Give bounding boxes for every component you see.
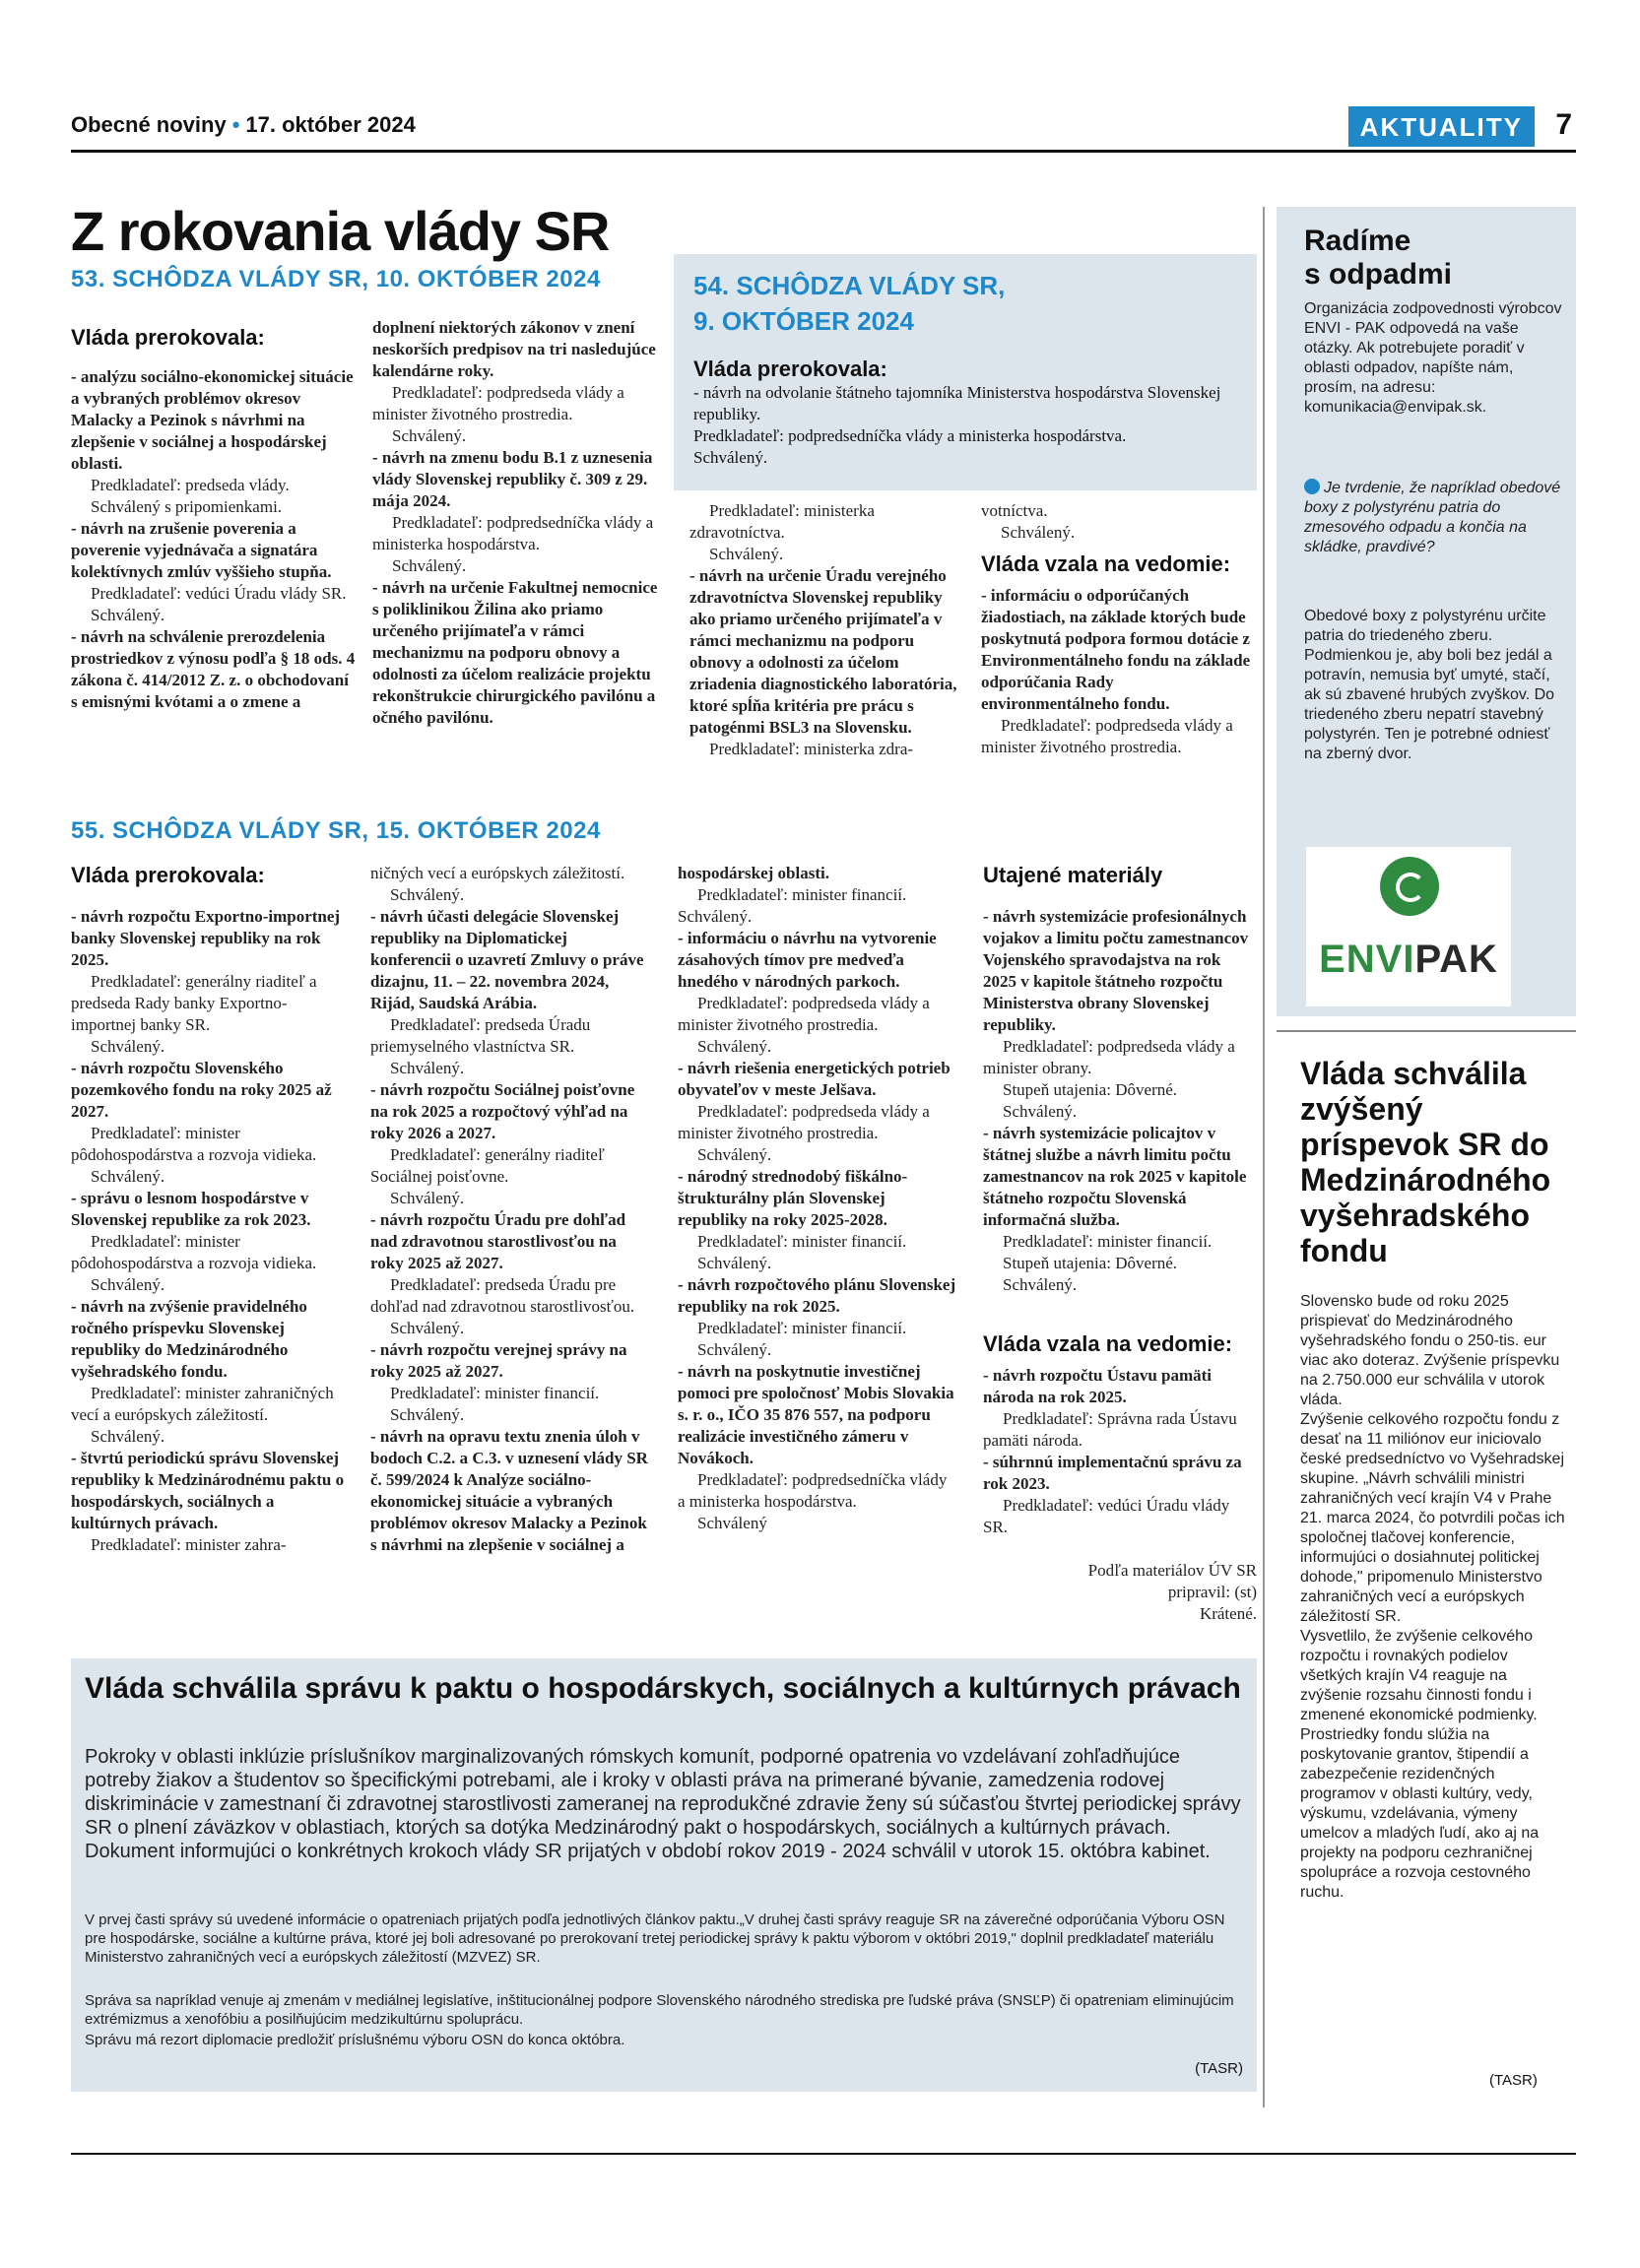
- v4-paragraph: Vysvetlilo, že zvýšenie celkového rozpočtu i rovnakých podielov všetkých krajín V4 reaguje na zvýšenie rozsahu činnosti fondu i zmenené ekonomické podmienky.: [1300, 1628, 1538, 1723]
- pact-report-box: [71, 1658, 1257, 2092]
- section-53-col1: [71, 366, 357, 713]
- item-paragraph: Schválený.: [91, 1037, 165, 1056]
- section-53-col2: [372, 317, 658, 729]
- section-54-title-line1: 54. SCHÔDZA VLÁDY SR,: [693, 271, 1006, 300]
- item-paragraph: - návrh rozpočtu Exportno-importnej banky Slovenskej republiky na rok 2025.: [71, 907, 341, 969]
- page-headline: Z rokovania vlády SR: [71, 200, 610, 262]
- item-paragraph: - návrh rozpočtu Ústavu pamäti národa na rok 2025.: [983, 1366, 1213, 1406]
- source-note: [983, 1560, 1257, 1625]
- item-paragraph: Predkladateľ: minister zahraničných vecí a európskych záležitostí.: [71, 1384, 334, 1424]
- item-paragraph: doplnení niektorých zákonov v znení neskorších predpisov na tri nasledujúce kalendárne roky.: [372, 318, 656, 380]
- item-paragraph: - návrh rozpočtu Sociálnej poisťovne na rok 2025 a rozpočtový výhľad na roky 2026 a 2027.: [370, 1080, 635, 1142]
- item-paragraph: Schválený.: [91, 1427, 165, 1446]
- item-paragraph: Predkladateľ: generálny riaditeľ a predseda Rady banky Exportno-importnej banky SR.: [71, 972, 317, 1034]
- section-53-title: 53. SCHÔDZA VLÁDY SR, 10. OKTÓBER 2024: [71, 266, 601, 292]
- section-55-subhead: Vláda prerokovala:: [71, 863, 265, 887]
- item-paragraph: Schválený.: [693, 448, 768, 467]
- item-paragraph: Predkladateľ: Správna rada Ústavu pamäti národa.: [983, 1409, 1237, 1450]
- author-line: pripravil: (st): [1167, 1583, 1257, 1601]
- item-paragraph: Schválený.: [678, 907, 753, 926]
- item-paragraph: - štvrtú periodickú správu Slovenskej republiky k Medzinárodnému paktu o hospodárskych, sociálnych a kultúrnych právach.: [71, 1449, 345, 1532]
- logo-pak: PAK: [1414, 938, 1498, 981]
- sidebar-rule: [1277, 1030, 1576, 1032]
- item-paragraph: Predkladateľ: podpredseda vlády a minister životného prostredia.: [678, 1102, 930, 1142]
- rubric-label: AKTUALITY: [1348, 106, 1535, 147]
- item-paragraph: Predkladateľ: minister financií.: [697, 885, 907, 904]
- item-paragraph: Predkladateľ: vedúci Úradu vlády SR.: [91, 584, 347, 603]
- item-paragraph: Schválený.: [392, 556, 467, 575]
- section-55-col1: [71, 906, 351, 1556]
- item-paragraph: Schválený.: [91, 1167, 165, 1186]
- item-paragraph: - návrh na zrušenie poverenia a poverenie vyjednávača a signatára kolektívnych zmlúv vyššieho stupňa.: [71, 519, 332, 581]
- item-paragraph: - informáciu o odporúčaných žiadostiach, na základe ktorých bude poskytnutá podpora formou dotácie z Environmentálneho fondu na základe odporúčania Rady environmentálneho fondu.: [981, 586, 1251, 713]
- v4-article-source: (TASR): [1489, 2072, 1538, 2089]
- item-paragraph: - súhrnnú implementačnú správu za rok 2023.: [983, 1453, 1242, 1493]
- item-paragraph: - návrh na zmenu bodu B.1 z uznesenia vlády Slovenskej republiky č. 309 z 29. mája 2024.: [372, 448, 653, 510]
- item-paragraph: - analýzu sociálno-ekonomickej situácie a vybraných problémov okresov Malacky a Pezinok s návrhmi na zlepšenie v sociálnej a hospodárskej oblasti.: [71, 367, 354, 473]
- item-paragraph: Schválený.: [1003, 1102, 1078, 1121]
- pact-report-title: Vláda schválila správu k paktu o hospodárskych, sociálnych a kultúrnych právach: [85, 1672, 1241, 1705]
- item-paragraph: - návrh rozpočtu Úradu pre dohľad nad zdravotnou starostlivosťou na roky 2025 až 2027.: [370, 1210, 626, 1272]
- v4-paragraph: Prostriedky fondu slúžia na poskytovanie grantov, štipendií a zabezpečenie rezidenčných programov v oblasti kultúry, vedy, výskumu, vzdelávania, výmeny umelcov a mladých ľudí, ako aj na projekty na podporu cezhraničnej spolupráce a rozvoja cestovného ruchu.: [1300, 1726, 1540, 1901]
- item-paragraph: votníctva.: [981, 501, 1048, 520]
- section-54-box: [674, 254, 1257, 490]
- advice-title-line2: s odpadmi: [1304, 258, 1453, 291]
- section-55-col4: [983, 906, 1257, 1296]
- item-paragraph: - národný strednodobý fiškálno-štrukturálny plán Slovenskej republiky na roky 2025-2028.: [678, 1167, 908, 1229]
- item-paragraph: Schválený.: [697, 1037, 772, 1056]
- paper-name: Obecné noviny: [71, 112, 227, 137]
- item-paragraph: Schválený s pripomienkami.: [91, 497, 283, 516]
- item-paragraph: Predkladateľ: podpredseda vlády a minister obrany.: [983, 1037, 1235, 1077]
- item-paragraph: hospodárskej oblasti.: [678, 864, 829, 882]
- pact-report-source: (TASR): [1195, 2060, 1243, 2077]
- item-paragraph: - návrh na odvolanie štátneho tajomníka Ministerstva hospodárstva Slovenskej republiky.: [693, 383, 1221, 423]
- pact-report-paragraph: Správu má rezort diplomacie predložiť príslušnému výboru OSN do konca októbra.: [85, 2032, 625, 2048]
- advice-question-text: Je tvrdenie, že napríklad obedové boxy z polystyrénu patria do zmesového odpadu a končia na skládke, pravdivé?: [1304, 480, 1561, 555]
- item-paragraph: Predkladateľ: podpredseda vlády a minister životného prostredia.: [372, 383, 624, 423]
- section-54-col1: [689, 500, 959, 760]
- advice-title: [1304, 225, 1452, 292]
- masthead: [71, 112, 416, 138]
- page-header: [71, 106, 1576, 150]
- recycle-icon: [1380, 857, 1439, 916]
- item-paragraph: Predkladateľ: podpredseda vlády a minister životného prostredia.: [678, 994, 930, 1034]
- item-paragraph: Predkladateľ: minister zahra-: [91, 1535, 287, 1554]
- item-paragraph: - návrh na poskytnutie investičnej pomoci pre spoločnosť Mobis Slovakia s. r. o., IČO 35 876 557, na podporu realizácie investičného zámeru v Novákoch.: [678, 1362, 954, 1467]
- item-paragraph: Schválený: [697, 1514, 767, 1532]
- item-paragraph: Schválený.: [697, 1145, 772, 1164]
- item-paragraph: Predkladateľ: ministerka zdra-: [709, 740, 914, 758]
- item-paragraph: Predkladateľ: predseda Úradu priemyselného vlastníctva SR.: [370, 1015, 591, 1056]
- item-paragraph: Stupeň utajenia: Dôverné.: [1003, 1080, 1178, 1099]
- section-55-col2: [370, 863, 650, 1556]
- item-paragraph: - návrh na schválenie prerozdelenia prostriedkov z výnosu podľa § 18 ods. 4 zákona č. 414/2012 Z. z. o obchodovaní s emisnými kvótami a o zmene a: [71, 627, 356, 711]
- section-54-col2: [981, 500, 1255, 544]
- pact-report-paragraph: V prvej časti správy sú uvedené informácie o opatreniach prijatých podľa jednotlivých článkov paktu.„V druhej časti správy reaguje SR na záverečné odporúčania Výboru OSN pre hospodárske, sociálne a kultúrne práva, ktoré jej boli adresované po prerokovaní tretej periodickej správy k paktu výborom v októbri 2019," doplnil predkladateľ materiálu Ministerstvo zahraničných vecí a európskych záležitostí (MZVEZ) SR.: [85, 1912, 1225, 1966]
- item-paragraph: Schválený.: [1001, 523, 1076, 542]
- item-paragraph: Schválený.: [697, 1254, 772, 1272]
- logo-env: ENVI: [1319, 938, 1415, 981]
- item-paragraph: ničných vecí a európskych záležitostí.: [370, 864, 625, 882]
- advice-box: [1277, 207, 1576, 1016]
- section-55-secret-subhead: Utajené materiály: [983, 863, 1163, 887]
- abridged-line: Krátené.: [1199, 1604, 1257, 1623]
- v4-article-title: Vláda schválila zvýšený príspevok SR do Medzinárodného vyšehradského fondu: [1300, 1056, 1551, 1268]
- item-paragraph: Schválený.: [390, 885, 465, 904]
- pact-report-lead: Pokroky v oblasti inklúzie príslušníkov marginalizovaných rómskych komunít, podporné opatrenia vo vzdelávaní zohľadňujúce potreby žiakov a študentov so špecifickými potrebami, ale i kroky v oblasti práva na primerané bývanie, zamedzenia rodovej diskriminácie v zamestnaní či zdravotnej starostlivosti zameranej na reprodukčné zdravie ženy sú súčasťou štvrtej periodickej správy SR o plnení záväzkov v oblastiach, ktorých sa dotýka Medzinárodný pakt o hospodárskych, sociálnych a kultúrnych právach. Dokument informujúci o konkrétnych krokoch vlády SR prijatých v období rokov 2019 - 2024 schválil v utorok 15. októbra kabinet.: [85, 1746, 1241, 1862]
- item-paragraph: - návrh systemizácie profesionálnych vojakov a limitu počtu zamestnancov Vojenského spravodajstva na rok 2025 v kapitole štátneho rozpočtu Ministerstva obrany Slovenskej republiky.: [983, 907, 1249, 1034]
- item-paragraph: Schválený.: [1003, 1275, 1078, 1294]
- section-54-col2b: [981, 585, 1255, 758]
- item-paragraph: Predkladateľ: podpredseda vlády a minister životného prostredia.: [981, 716, 1233, 756]
- item-paragraph: Schválený.: [709, 545, 784, 563]
- footer-rule: [71, 2153, 1576, 2155]
- section-54-title: [693, 268, 1005, 339]
- item-paragraph: - návrh systemizácie policajtov v štátnej službe a návrh limitu počtu zamestnancov na rok 2025 v kapitole štátneho rozpočtu Slovenská informačná služba.: [983, 1124, 1247, 1229]
- item-paragraph: - návrh rozpočtu Slovenského pozemkového fondu na roky 2025 až 2027.: [71, 1059, 332, 1121]
- item-paragraph: Schválený.: [697, 1340, 772, 1359]
- item-paragraph: Schválený.: [91, 1275, 165, 1294]
- item-paragraph: - návrh rozpočtového plánu Slovenskej republiky na rok 2025.: [678, 1275, 956, 1316]
- item-paragraph: Schválený.: [390, 1189, 465, 1207]
- sidebar-divider: [1263, 207, 1265, 2107]
- section-54-title-line2: 9. OKTÓBER 2024: [693, 306, 914, 336]
- bullet-icon: [1304, 479, 1320, 494]
- source-line: Podľa materiálov ÚV SR: [1087, 1561, 1257, 1580]
- item-paragraph: - správu o lesnom hospodárstve v Slovenskej republike za rok 2023.: [71, 1189, 311, 1229]
- item-paragraph: - informáciu o návrhu na vytvorenie zásahových tímov pre medveďa hnedého v národných parkoch.: [678, 929, 937, 991]
- item-paragraph: Predkladateľ: predseda vlády.: [91, 476, 290, 494]
- section-54-subhead2: Vláda vzala na vedomie:: [981, 551, 1231, 576]
- advice-intro: Organizácia zodpovednosti výrobcov ENVI - PAK odpovedá na vaše otázky. Ak potrebujete poradiť v oblasti odpadov, napíšte nám, prosím, na adresu: komunikacia@envipak.sk.: [1304, 300, 1562, 416]
- v4-paragraph: Zvýšenie celkového rozpočtu fondu z desať na 11 miliónov eur iniciovalo české predsedníctvo vo Vyšehradskej skupine. „Návrh schválili ministri zahraničných vecí krajín V4 v Prahe 21. marca 2024, čo potvrdili počas ich spoločnej tlačovej konferencie, informujúci o dosiahnutej politickej dohode," pripomenulo Ministerstvo zahraničných vecí a európskych záležitostí SR.: [1300, 1411, 1565, 1625]
- item-paragraph: Schválený.: [390, 1059, 465, 1077]
- issue-date: 17. október 2024: [245, 112, 416, 137]
- item-paragraph: Predkladateľ: ministerka zdravotníctva.: [689, 501, 875, 542]
- section-55-noted-subhead: Vláda vzala na vedomie:: [983, 1331, 1233, 1356]
- item-paragraph: Predkladateľ: minister financií.: [697, 1232, 907, 1251]
- envipak-logo: [1306, 847, 1511, 1006]
- item-paragraph: Predkladateľ: minister pôdohospodárstva a rozvoja vidieka.: [71, 1232, 317, 1272]
- section-53-subhead: Vláda prerokovala:: [71, 325, 265, 350]
- section-55-title: 55. SCHÔDZA VLÁDY SR, 15. OKTÓBER 2024: [71, 817, 601, 844]
- v4-paragraph: Slovensko bude od roku 2025 prispievať do Medzinárodného vyšehradského fondu o 250-tis. eur viac ako doteraz. Zvýšenie príspevku na 2.750.000 eur schválila v utorok vláda.: [1300, 1293, 1560, 1408]
- logo-wordmark: [1306, 938, 1511, 982]
- item-paragraph: Schválený.: [390, 1319, 465, 1337]
- item-paragraph: Schválený.: [390, 1405, 465, 1424]
- item-paragraph: - návrh na určenie Fakultnej nemocnice s poliklinikou Žilina ako priamo určeného prijímateľa v rámci mechanizmu na podporu obnovy a odolnosti za účelom realizácie projektu rekonštrukcie chirurgického pavilónu a očného pavilónu.: [372, 578, 658, 727]
- v4-article-text: [1300, 1292, 1566, 1903]
- item-paragraph: Predkladateľ: generálny riaditeľ Sociálnej poisťovne.: [370, 1145, 605, 1186]
- section-54-box-text: [693, 382, 1245, 469]
- header-rule: [71, 150, 1576, 153]
- page-number: 7: [1555, 108, 1572, 141]
- separator-dot: •: [231, 112, 240, 137]
- item-paragraph: - návrh rozpočtu verejnej správy na roky 2025 až 2027.: [370, 1340, 627, 1381]
- item-paragraph: Predkladateľ: podpredsedníčka vlády a ministerka hospodárstva.: [372, 513, 654, 553]
- section-55-col4b: [983, 1365, 1257, 1538]
- item-paragraph: Schválený.: [91, 606, 165, 624]
- advice-title-line1: Radíme: [1304, 225, 1411, 257]
- item-paragraph: Predkladateľ: podpredsedníčka vlády a ministerka hospodárstva.: [678, 1470, 948, 1511]
- pact-report-paragraph: Správa sa napríklad venuje aj zmenám v mediálnej legislatíve, inštitucionálnej podpore Slovenského národného strediska pre ľudské práva (SNSĽP) či opatreniam eliminujúcim extrémizmus a xenofóbiu a posilňujúcim medzikultúrnu spoluprácu.: [85, 1992, 1234, 2028]
- advice-question: [1304, 479, 1566, 557]
- item-paragraph: Predkladateľ: predseda Úradu pre dohľad nad zdravotnou starostlivosťou.: [370, 1275, 635, 1316]
- item-paragraph: Predkladateľ: minister financií.: [390, 1384, 600, 1402]
- item-paragraph: Predkladateľ: minister pôdohospodárstva a rozvoja vidieka.: [71, 1124, 317, 1164]
- item-paragraph: - návrh účasti delegácie Slovenskej republiky na Diplomatickej konferencii o uzavretí Zmluvy o práve dizajnu, 11. – 22. novembra 2024, Rijád, Saudská Arábia.: [370, 907, 644, 1012]
- item-paragraph: Predkladateľ: vedúci Úradu vlády SR.: [983, 1496, 1230, 1536]
- advice-answer: Obedové boxy z polystyrénu určite patria do triedeného zberu. Podmienkou je, aby boli bez jedál a potravín, nemusia byť umyté, stačí, ak sú zbavené hrubých zvyškov. Do triedeného zberu nepatrí stavebný polystyrén. Ten je potrebné odniesť na zberný dvor.: [1304, 608, 1555, 762]
- item-paragraph: Schválený.: [392, 426, 467, 445]
- section-54-subhead: Vláda prerokovala:: [693, 356, 887, 381]
- item-paragraph: Predkladateľ: minister financií.: [697, 1319, 907, 1337]
- item-paragraph: Stupeň utajenia: Dôverné.: [1003, 1254, 1178, 1272]
- item-paragraph: Predkladateľ: minister financií.: [1003, 1232, 1213, 1251]
- item-paragraph: - návrh na opravu textu znenia úloh v bodoch C.2. a C.3. v uznesení vlády SR č. 599/2024 k Analýze sociálno-ekonomickej situácie a vybraných problémov okresov Malacky a Pezinok s návrhmi na zlepšenie v sociálnej a: [370, 1427, 648, 1554]
- item-paragraph: Predkladateľ: podpredsedníčka vlády a ministerka hospodárstva.: [693, 426, 1127, 445]
- item-paragraph: - návrh na určenie Úradu verejného zdravotníctva Slovenskej republiky ako priamo určeného prijímateľa v rámci mechanizmu na podporu obnovy a odolnosti za účelom zriadenia diagnostického laboratória, ktoré spĺňa kritéria pre prácu s patogénmi BSL3 na Slovensku.: [689, 566, 957, 737]
- item-paragraph: - návrh riešenia energetických potrieb obyvateľov v meste Jelšava.: [678, 1059, 951, 1099]
- item-paragraph: - návrh na zvýšenie pravidelného ročného príspevku Slovenskej republiky do Medzinárodného vyšehradského fondu.: [71, 1297, 307, 1381]
- section-55-col3: [678, 863, 957, 1534]
